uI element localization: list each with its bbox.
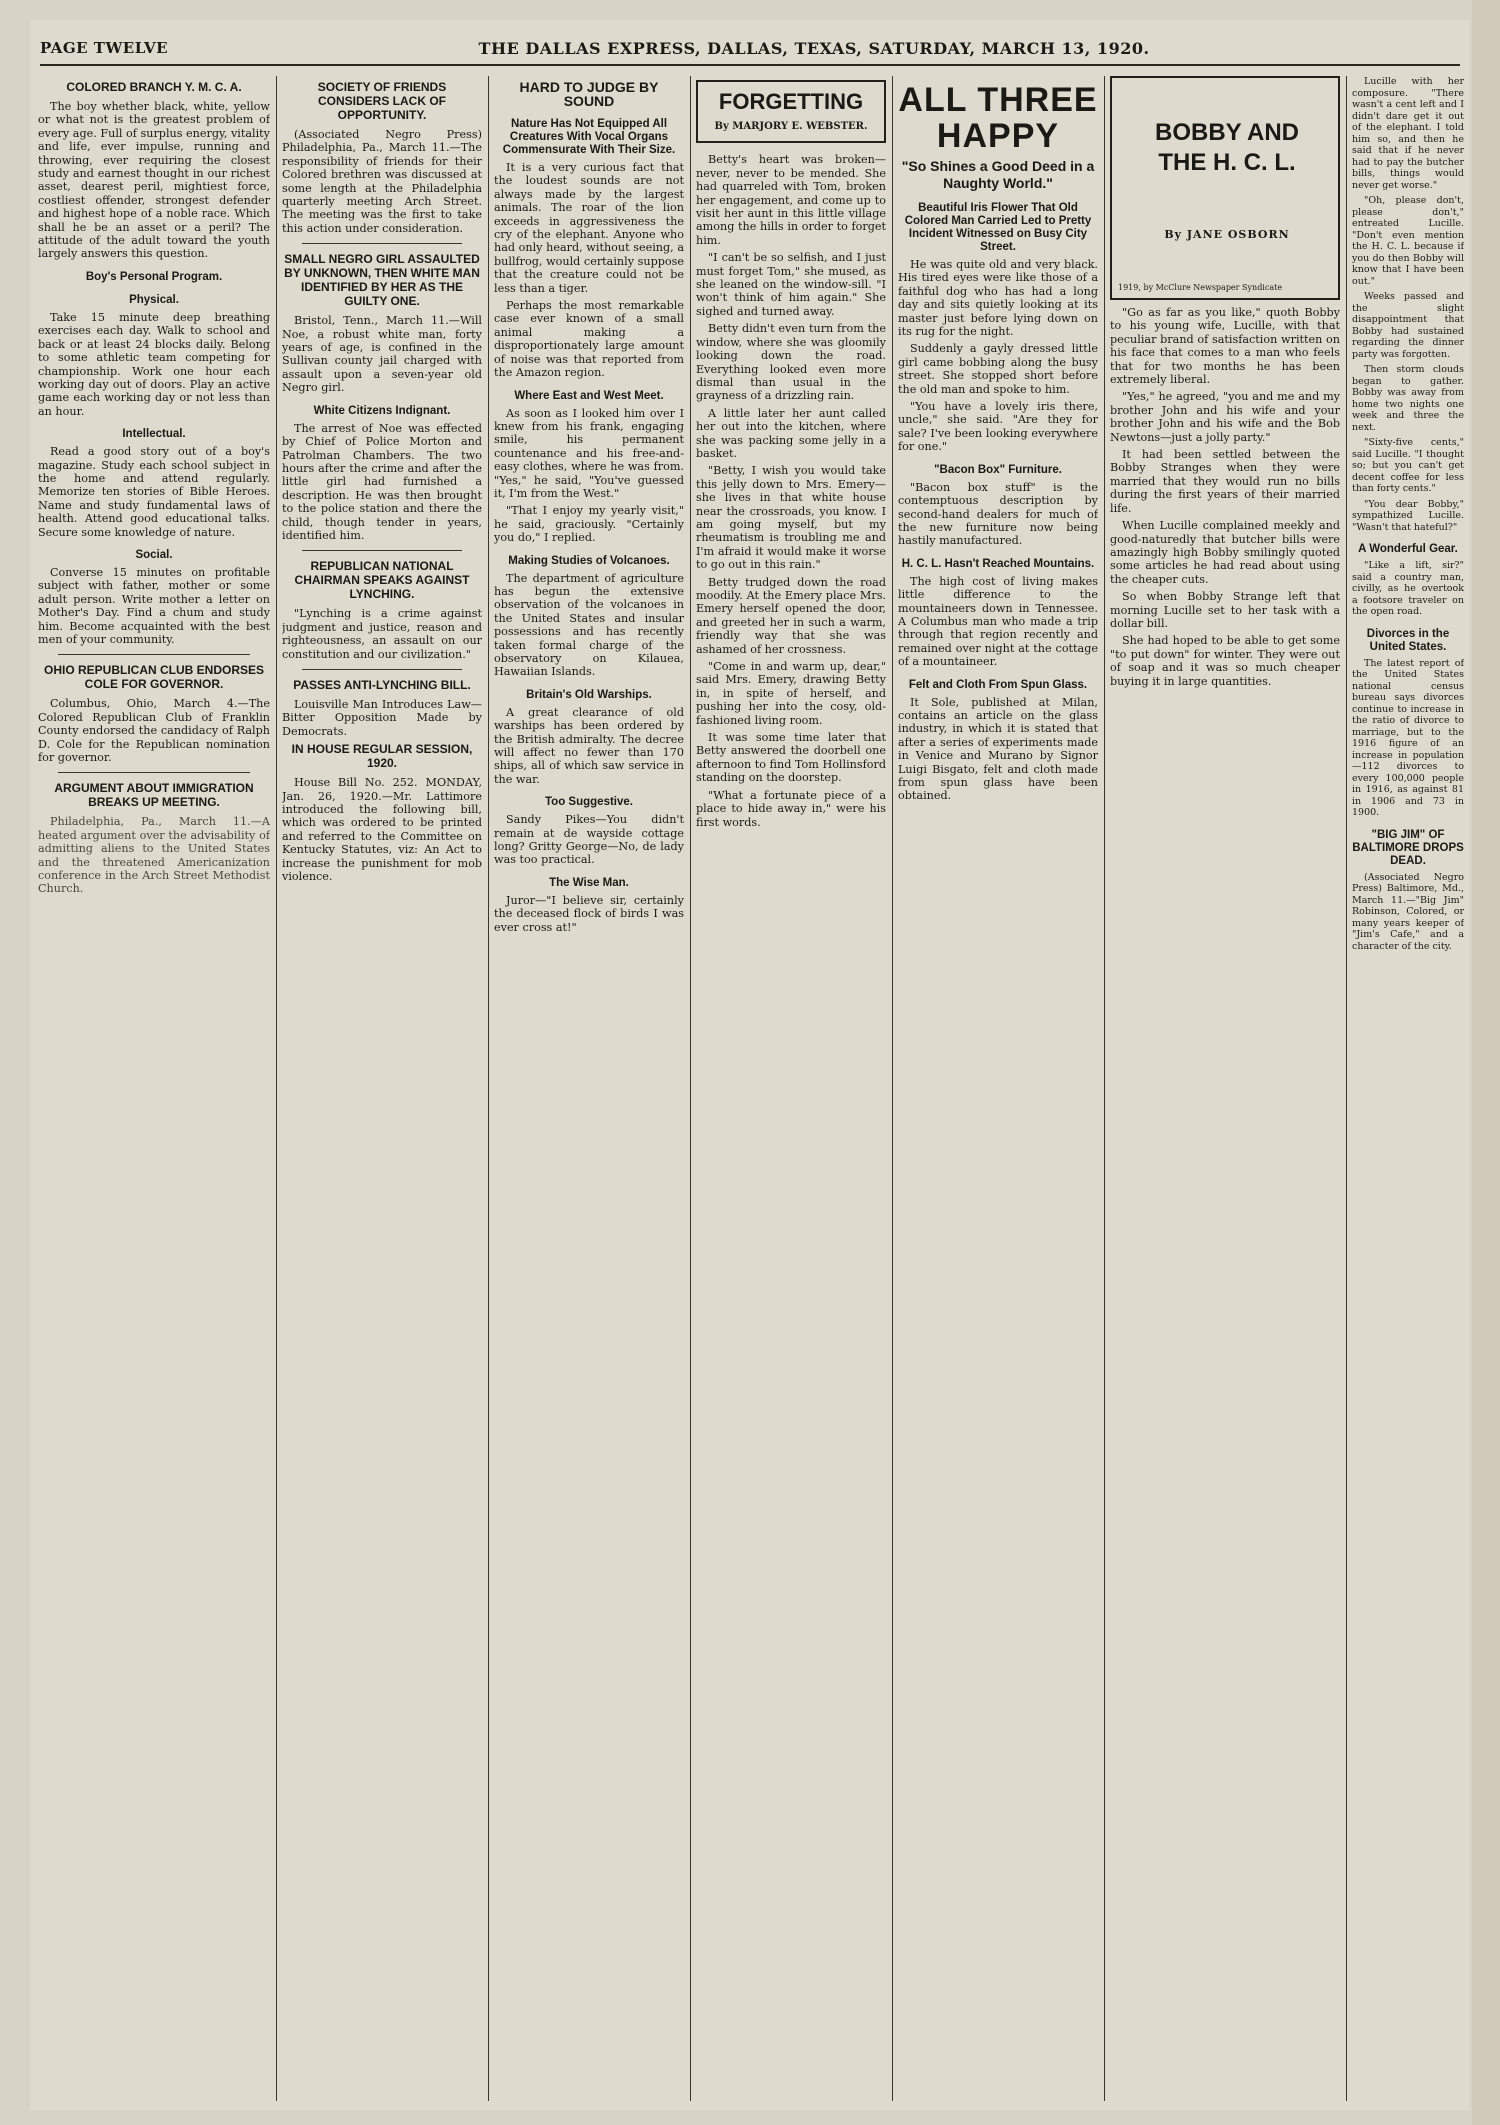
paragraph: "Lynching is a crime against judgment and justice, reason and righteousness, an assault on our constitution and our civilization." xyxy=(282,607,482,661)
paragraph: Sandy Pikes—You didn't remain at de wayside cottage long? Gritty George—No, de lady was too practical. xyxy=(494,813,684,867)
subhead: Making Studies of Volcanoes. xyxy=(508,554,670,567)
headline: ARGUMENT ABOUT IMMIGRATION BREAKS UP MEETING. xyxy=(54,781,254,810)
byline: By MARJORY E. WEBSTER. xyxy=(714,121,868,132)
divider xyxy=(58,772,250,773)
paragraph: It had been settled between the Bobby Stranges when they were married that they would run no bills during the first years of their married life. xyxy=(1110,448,1340,515)
paragraph: Betty's heart was broken—never, never to be mended. She had quarreled with Tom, broken her engagement, and come up to visit her aunt in this little village among the hills in order to forget him. xyxy=(696,153,886,247)
byline: By JANE OSBORN xyxy=(1164,228,1290,241)
paragraph: The high cost of living makes little difference to the mountaineers down in Tennessee. A Columbus man who made a trip through that region recently and remained over night at the cottage of a mountaineer. xyxy=(898,574,1098,669)
subhead: Divorces in the United States. xyxy=(1366,627,1450,653)
newspaper-title: THE DALLAS EXPRESS, DALLAS, TEXAS, SATURDAY, MARCH 13, 1920. xyxy=(478,38,1150,58)
headline: PASSES ANTI-LYNCHING BILL. xyxy=(293,677,471,692)
headline: HARD TO JUDGE BY SOUND xyxy=(519,79,659,109)
column-rule xyxy=(1346,76,1347,2101)
paragraph: She had hoped to be able to get some "to put down" for winter. They were out of soap and it was so much cheaper buying it in large quantities. xyxy=(1110,634,1340,688)
paragraph: A little later her aunt called her out into the kitchen, where she was packing some jelly in a basket. xyxy=(696,406,886,460)
deck: Beautiful Iris Flower That Old Colored Man Carried Led to Pretty Incident Witnessed on Busy City Street. xyxy=(904,202,1092,253)
subhead: Where East and West Meet. xyxy=(514,389,664,402)
column-1 xyxy=(38,76,270,2101)
headline: SMALL NEGRO GIRL ASSAULTED BY UNKNOWN, THEN WHITE MAN IDENTIFIED BY HER AS THE GUILTY ONE. xyxy=(284,252,480,309)
paragraph: "Like a lift, sir?" said a country man, civilly, as he overtook a footsore traveler on the open road. xyxy=(1352,560,1464,617)
deck: "So Shines a Good Deed in a Naughty World." xyxy=(901,158,1095,191)
paragraph: House Bill No. 252. MONDAY, Jan. 26, 1920.—Mr. Lattimore introduced the following bill, which was ordered to be printed and referred to the Committee on Kentucky Statutes, viz: An Act to increase the punishment for mob violence. xyxy=(282,776,482,884)
paragraph: Columbus, Ohio, March 4.—The Colored Republican Club of Franklin County endorsed the candidacy of Ralph D. Cole for the Republican nomination for governor. xyxy=(38,697,270,765)
page-number: PAGE TWELVE xyxy=(40,39,169,57)
paragraph: "I can't be so selfish, and I just must forget Tom," she mused, as she leaned on the window-sill. "I won't think of him again." She sighed and turned away. xyxy=(696,251,886,318)
column-4 xyxy=(696,76,886,2101)
column-3 xyxy=(494,76,684,2101)
paragraph: "Come in and warm up, dear," said Mrs. Emery, drawing Betty in, in spite of herself, and pushing her into the cosy, old-fashioned living room. xyxy=(696,660,886,727)
paragraph: Louisville Man Introduces Law—Bitter Opposition Made by Democrats. xyxy=(282,697,482,738)
page-margin xyxy=(1472,0,1500,2125)
divider xyxy=(302,669,462,670)
paragraph: "What a fortunate piece of a place to hide away in," were his first words. xyxy=(696,788,886,829)
paragraph: "That I enjoy my yearly visit," he said, graciously. "Certainly you do," I replied. xyxy=(494,504,684,545)
paragraph: "Oh, please don't, please don't," entreated Lucille. "Don't even mention the H. C. L. because if you do then Bobby will know that I have been out." xyxy=(1352,195,1464,287)
paragraph: Juror—"I believe sir, certainly the deceased flock of birds I was ever cross at!" xyxy=(494,893,684,934)
paragraph: "Betty, I wish you would take this jelly down to Mrs. Emery—she lives in that white house near the crossroads, you know. I am going myself, but my rheumatism is troubling me and I'm afraid it would make it worse to go out in this rain." xyxy=(696,464,886,572)
paragraph: Bristol, Tenn., March 11.—Will Noe, a robust white man, forty years of age, is confined in the Sullivan county jail charged with assault upon a seven-year old Negro girl. xyxy=(282,314,482,395)
column-6 xyxy=(1110,76,1340,2101)
headline: REPUBLICAN NATIONAL CHAIRMAN SPEAKS AGAINST LYNCHING. xyxy=(294,559,470,602)
subhead: White Citizens Indignant. xyxy=(313,404,451,417)
subhead: H. C. L. Hasn't Reached Mountains. xyxy=(901,557,1095,570)
paragraph: Read a good story out of a boy's magazine. Study each school subject in the home and attend regularly. Memorize ten stories of Bible Heroes. Name and study fundamental laws of health. Attend good educational talks. Secure some knowledge of nature. xyxy=(38,445,270,539)
paragraph: "You dear Bobby," sympathized Lucille. "Wasn't that hateful?" xyxy=(1352,498,1464,533)
headline: COLORED BRANCH Y. M. C. A. xyxy=(66,80,242,94)
paragraph: Then storm clouds began to gather. Bobby was away from home two nights one week and three the next. xyxy=(1352,364,1464,433)
paragraph: Converse 15 minutes on profitable subject with father, mother or some adult person. Write mother a letter on Mother's Day. Find a chum and study him. Become acquainted with the best men of your community. xyxy=(38,565,270,646)
headline: SOCIETY OF FRIENDS CONSIDERS LACK OF OPPORTUNITY. xyxy=(317,80,447,122)
paragraph: The latest report of the United States national census bureau says divorces continue to increase in the ratio of divorce to marriage, but to the 1916 figure of an increase in population—112 divorces to every 100,000 people in 1916, as against 81 in 1906 and 73 in 1900. xyxy=(1352,657,1464,818)
subhead: Intellectual. xyxy=(122,428,186,441)
subhead: Social. xyxy=(135,548,173,561)
story-title: FORGETTING xyxy=(718,89,864,114)
divider xyxy=(58,654,250,655)
column-rule xyxy=(892,76,893,2101)
paragraph: "Sixty-five cents," said Lucille. "I thought so; but you can't get decent coffee for less than forty cents." xyxy=(1352,437,1464,494)
paragraph: Philadelphia, Pa., March 11.—A heated argument over the advisability of admitting aliens to the United States and the threatened Americanization conference in the Arch Street Methodist Church. xyxy=(38,815,270,896)
column-rule xyxy=(276,76,277,2101)
subhead: The Wise Man. xyxy=(549,876,629,889)
paragraph: Betty didn't even turn from the window, where she was gloomily looking down the road. Everything looked even more dismal than usual in the grayness of a drizzling rain. xyxy=(696,322,886,403)
paragraph: A great clearance of old warships has been ordered by the British admiralty. The decree will affect no fewer than 170 ships, all of which saw service in the war. xyxy=(494,705,684,786)
subhead: Felt and Cloth From Spun Glass. xyxy=(908,678,1088,691)
paragraph: The boy whether black, white, yellow or what not is the greatest problem of every age. Full of surplus energy, vitality and life, ever impulse, running and throwing, ever requiring the closest study and earnest thought in our richest asset, dearest peril, mightiest force, costliest offender, strongest defender and highest hope of a noble race. Which shall he be an asset or a peril? The attitude of the adult toward the youth largely answers this question. xyxy=(38,100,270,261)
story-title-box xyxy=(1110,76,1340,300)
paragraph: "You have a lovely iris there, uncle," she said. "Are they for sale? I've been looking everywhere for one." xyxy=(898,400,1098,454)
paragraph: It is a very curious fact that the loudest sounds are not always made by the largest animals. The roar of the lion exceeds in aggressiveness the cry of the elephant. Anyone who had only heard, without seeing, a bullfrog, would certainly suppose that the creature could not be less than a tiger. xyxy=(494,161,684,295)
paragraph: "Bacon box stuff" is the contemptuous description by second-hand dealers for much of the new furniture now being hastily manufactured. xyxy=(898,480,1098,548)
column-5 xyxy=(898,76,1098,2101)
paragraph: So when Bobby Strange left that morning Lucille set to her task with a dollar bill. xyxy=(1110,590,1340,630)
subhead: A Wonderful Gear. xyxy=(1358,543,1458,555)
paragraph: Betty trudged down the road moodily. At the Emery place Mrs. Emery herself opened the door, and greeted her in such a warm, friendly way that she was ashamed of her crossness. xyxy=(696,575,886,656)
deck: Nature Has Not Equipped All Creatures With Vocal Organs Commensurate With Their Size. xyxy=(502,118,676,156)
paragraph: Perhaps the most remarkable case ever known of a small animal making a disproportionately large amount of noise was that reported from the Amazon region. xyxy=(494,299,684,380)
column-rule xyxy=(488,76,489,2101)
paragraph: (Associated Negro Press) Baltimore, Md., March 11.—"Big Jim" Robinson, Colored, or many years keeper of "Jim's Cafe," and a character of the city. xyxy=(1352,871,1464,952)
masthead xyxy=(40,32,1460,66)
subhead: "BIG JIM" OF BALTIMORE DROPS DEAD. xyxy=(1352,828,1464,867)
paragraph: Lucille with her composure. "There wasn't a cent left and I didn't dare get it out of the elephant. I told him so, and then he said that if he never had to pay the butcher bills, things would never get worse." xyxy=(1352,76,1464,191)
paragraph: He was quite old and very black. His tired eyes were like those of a faithful dog who has had a long day and sits quietly looking at its master just before lying down on its rug for the night. xyxy=(898,258,1098,339)
paragraph: When Lucille complained meekly and good-naturedly that butcher bills were amazingly high Bobby smilingly quoted some articles he had read about using the cheaper cuts. xyxy=(1110,519,1340,586)
paragraph: The department of agriculture has begun the extensive observation of the volcanoes in the United States and insular possessions and has recently taken formal charge of the observatory on Kilauea, Hawaiian Islands. xyxy=(494,571,684,679)
subhead: "Bacon Box" Furniture. xyxy=(934,463,1062,476)
subhead: Boy's Personal Program. xyxy=(85,270,223,283)
column-rule xyxy=(1104,76,1105,2101)
column-7 xyxy=(1352,76,1464,2101)
paragraph: Take 15 minute deep breathing exercises each day. Walk to school and back or at least 24 blocks daily. Belong to some athletic team competing for championship. Work one hour each working day out of doors. Play an active game each working day or not less than an hour. xyxy=(38,310,270,418)
divider xyxy=(302,550,462,551)
divider xyxy=(302,243,462,244)
subhead: Physical. xyxy=(129,293,179,306)
paragraph: The arrest of Noe was effected by Chief of Police Morton and Patrolman Chambers. The two hours after the crime and after the little girl had furnished a description. He was then brought to the police station and there the child, though tender in years, identified him. xyxy=(282,421,482,542)
story-title-box xyxy=(696,80,886,143)
story-title: BOBBY AND THE H. C. L. xyxy=(1154,119,1299,176)
subhead: Britain's Old Warships. xyxy=(526,688,652,701)
paragraph: It was some time later that Betty answered the doorbell one afternoon to find Tom Hollinsford standing on the doorstep. xyxy=(696,731,886,785)
copyright-line: 1919, by McClure Newspaper Syndicate xyxy=(1118,282,1283,292)
column-rule xyxy=(690,76,691,2101)
paragraph: Suddenly a gayly dressed little girl came bobbing along the busy street. She stopped short before the old man and spoke to him. xyxy=(898,342,1098,396)
paragraph: "Go as far as you like," quoth Bobby to his young wife, Lucille, with that peculiar brand of satisfaction written on his face that comes to a man who feels that for two months he has been extremely liberal. xyxy=(1110,306,1340,387)
headline-all-three-happy: ALL THREE HAPPY xyxy=(898,81,1098,155)
paragraph: Weeks passed and the slight disappointment that Bobby had sustained regarding the dinner party was forgotten. xyxy=(1352,291,1464,360)
subhead: Too Suggestive. xyxy=(545,796,633,809)
newspaper-page xyxy=(30,20,1470,2110)
paragraph: "Yes," he agreed, "you and me and my brother John and his wife and your brother John and his wife and the Bob Newtons—just a jolly party." xyxy=(1110,390,1340,444)
column-2 xyxy=(282,76,482,2101)
paragraph: As soon as I looked him over I knew from his frank, engaging smile, his permanent countenance and his free-and-easy clothes, where he was from. "Yes," he said, "You've guessed it, I'm from the West." xyxy=(494,406,684,500)
paragraph: It Sole, published at Milan, contains an article on the glass industry, in which it is stated that after a series of experiments made in Venice and Murano by Signor Luigi Bisgato, felt and cloth made from spun glass have been obtained. xyxy=(898,695,1098,803)
headline: IN HOUSE REGULAR SESSION, 1920. xyxy=(291,742,473,771)
paragraph: (Associated Negro Press) Philadelphia, Pa., March 11.—The responsibility of friends for their Colored brethren was discussed at some length at the Philadelphia quarterly meeting Arch Street. The meeting was the first to take this action under consideration. xyxy=(282,128,482,235)
headline: OHIO REPUBLICAN CLUB ENDORSES COLE FOR GOVERNOR. xyxy=(43,663,264,692)
